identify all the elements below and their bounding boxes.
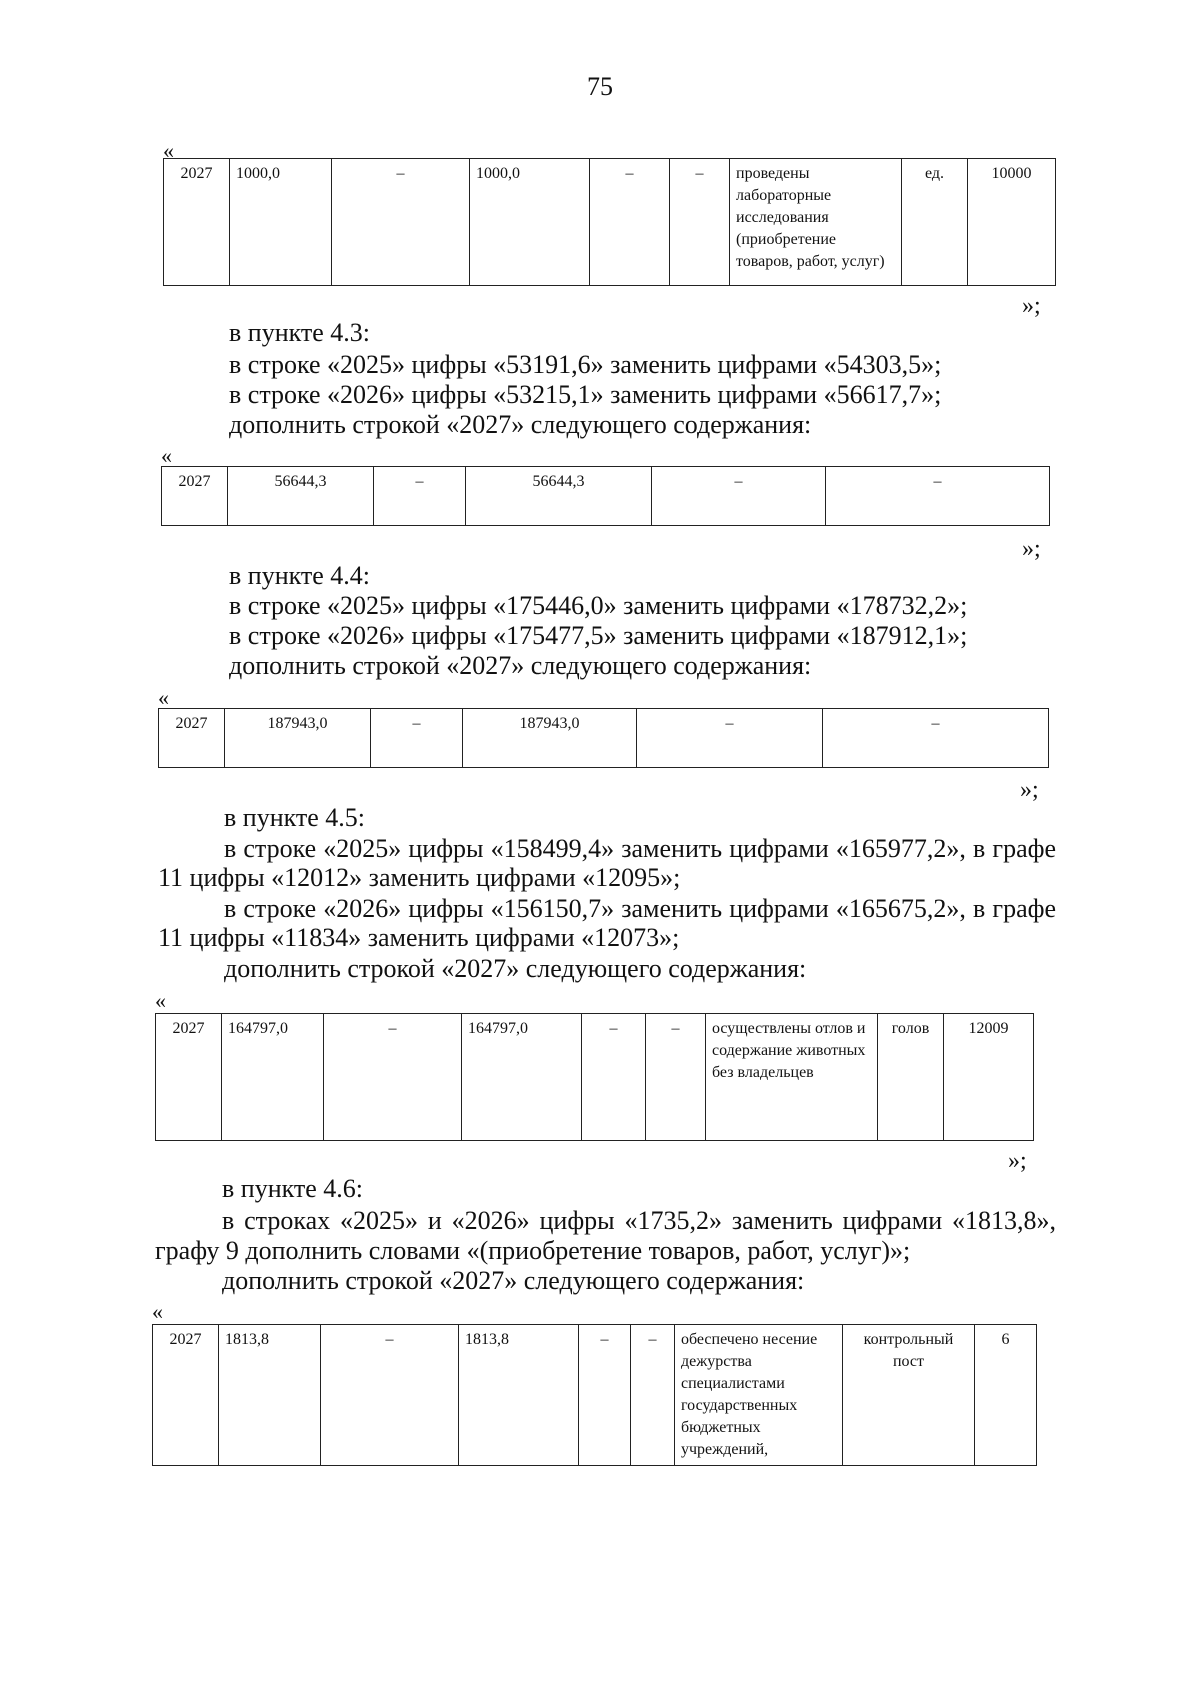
open-quote: «	[158, 685, 169, 710]
open-quote: «	[152, 1299, 163, 1324]
cell-regional: 1813,8	[459, 1325, 579, 1466]
close-quote: »;	[1022, 536, 1041, 562]
section-title-4-4: в пункте 4.4:	[229, 561, 371, 590]
cell-total: 1813,8	[219, 1325, 321, 1466]
text-line: 11 цифры «12012» заменить цифрами «12095»;	[158, 863, 681, 892]
table-row-2027-4-5	[155, 1013, 1034, 1141]
cell-year: 2027	[156, 1014, 222, 1141]
text-line: дополнить строкой «2027» следующего содержания:	[224, 954, 807, 983]
cell-total: 187943,0	[225, 709, 371, 768]
close-quote: »;	[1020, 777, 1039, 803]
text-line: в строке «2025» цифры «158499,4» заменить цифрами «165977,2», в графе	[224, 834, 1056, 863]
cell-result: обеспечено несение дежурства специалистами государственных бюджетных учреждений,	[675, 1325, 843, 1466]
cell-other: –	[823, 709, 1049, 768]
cell-unit: ед.	[902, 159, 968, 286]
table-row-2027-4-3	[161, 466, 1050, 526]
cell-total: 164797,0	[222, 1014, 324, 1141]
text-line: в строке «2026» цифры «156150,7» заменить цифрами «165675,2», в графе	[224, 894, 1056, 923]
table-row-2027-4-6	[152, 1324, 1037, 1466]
cell-local: –	[652, 467, 826, 526]
cell-other: –	[826, 467, 1050, 526]
cell-local: –	[637, 709, 823, 768]
cell-unit: голов	[878, 1014, 944, 1141]
open-quote: «	[155, 988, 166, 1013]
text-line: в строке «2025» цифры «53191,6» заменить цифрами «54303,5»;	[229, 350, 942, 379]
section-title-4-6: в пункте 4.6:	[222, 1174, 364, 1203]
text-line: дополнить строкой «2027» следующего содержания:	[229, 410, 812, 439]
cell-other: –	[631, 1325, 675, 1466]
cell-other: –	[646, 1014, 706, 1141]
cell-total: 56644,3	[228, 467, 374, 526]
cell-value: 12009	[944, 1014, 1034, 1141]
section-title-4-5: в пункте 4.5:	[224, 803, 366, 832]
section-title-4-3: в пункте 4.3:	[229, 318, 371, 347]
text-line: в строке «2026» цифры «175477,5» заменить цифрами «187912,1»;	[229, 621, 968, 650]
page-number: 75	[587, 72, 613, 101]
text-line: в строке «2025» цифры «175446,0» заменить цифрами «178732,2»;	[229, 591, 968, 620]
cell-local: –	[582, 1014, 646, 1141]
text-line: дополнить строкой «2027» следующего содержания:	[222, 1266, 805, 1295]
cell-local: –	[579, 1325, 631, 1466]
cell-federal: –	[332, 159, 470, 286]
text-line: в строках «2025» и «2026» цифры «1735,2» заменить цифрами «1813,8»,	[222, 1206, 1056, 1235]
text-line: графу 9 дополнить словами «(приобретение товаров, работ, услуг)»;	[155, 1236, 911, 1265]
cell-federal: –	[321, 1325, 459, 1466]
text-line: в строке «2026» цифры «53215,1» заменить цифрами «56617,7»;	[229, 380, 942, 409]
cell-year: 2027	[162, 467, 228, 526]
cell-unit: контрольный пост	[843, 1325, 975, 1466]
cell-regional: 164797,0	[462, 1014, 582, 1141]
open-quote: «	[161, 443, 172, 468]
close-quote: »;	[1008, 1148, 1027, 1174]
cell-value: 6	[975, 1325, 1037, 1466]
cell-value: 10000	[968, 159, 1056, 286]
table-row-2027-lab	[163, 158, 1056, 286]
cell-regional: 187943,0	[463, 709, 637, 768]
cell-total: 1000,0	[230, 159, 332, 286]
cell-result: осуществлены отлов и содержание животных без владельцев	[706, 1014, 878, 1141]
cell-federal: –	[374, 467, 466, 526]
close-quote: »;	[1022, 293, 1041, 319]
text-line: 11 цифры «11834» заменить цифрами «12073»;	[158, 923, 680, 952]
cell-other: –	[670, 159, 730, 286]
text-line: дополнить строкой «2027» следующего содержания:	[229, 651, 812, 680]
cell-regional: 1000,0	[470, 159, 590, 286]
cell-result: проведены лабораторные исследования (приобретение товаров, работ, услуг)	[730, 159, 902, 286]
cell-federal: –	[324, 1014, 462, 1141]
cell-local: –	[590, 159, 670, 286]
open-quote: «	[163, 138, 174, 163]
cell-year: 2027	[164, 159, 230, 286]
cell-federal: –	[371, 709, 463, 768]
cell-year: 2027	[159, 709, 225, 768]
cell-regional: 56644,3	[466, 467, 652, 526]
table-row-2027-4-4	[158, 708, 1049, 768]
cell-year: 2027	[153, 1325, 219, 1466]
